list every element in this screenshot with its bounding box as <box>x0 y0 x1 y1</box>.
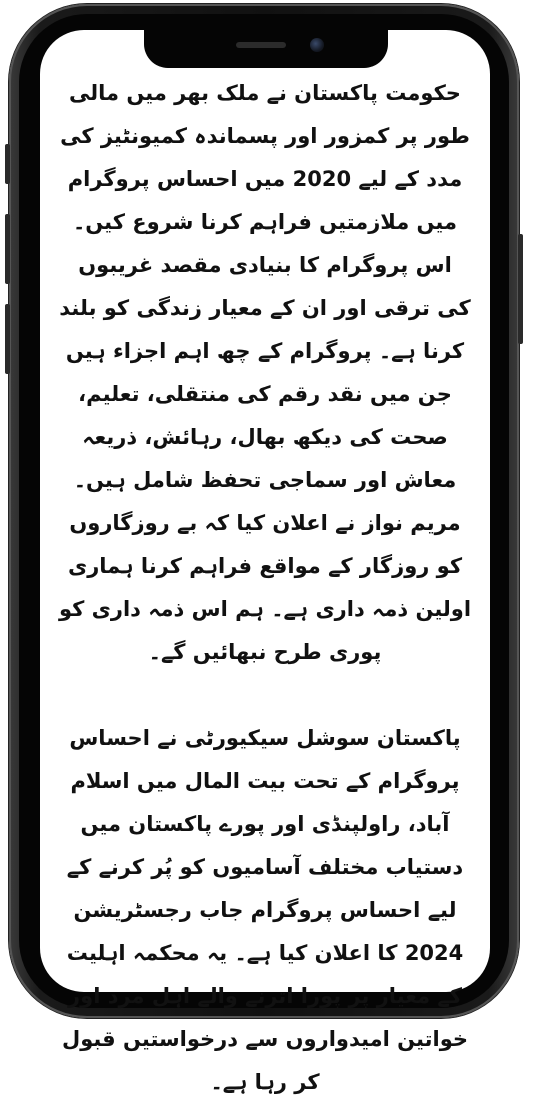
volume-up-button <box>5 214 10 284</box>
front-camera-icon <box>310 38 324 52</box>
article-text <box>58 72 472 1104</box>
article-paragraph-2: پاکستان سوشل سیکیورٹی نے احساس پروگرام کے تحت بیت المال میں اسلام آباد، راولپنڈی اور پورے پاکستان میں دستیاب مختلف آسامیوں کو پُر کرنے کے لیے احساس پروگرام جاب رجسٹریشن 2024 کا اعلان کیا ہے۔ یہ محکمہ اہلیت کے معیار پر پورا اترنے والے اہل مرد اور خواتین امیدواروں سے درخواستیں قبول کر رہا ہے۔ <box>61 726 469 1094</box>
article-paragraph-1: حکومت پاکستان نے ملک بھر میں مالی طور پر کمزور اور پسماندہ کمیونٹیز کی مدد کے لیے 2020 میں احساس پروگرام میں ملازمتیں فراہم کرنا شروع کیں۔ اس پروگرام کا بنیادی مقصد غریبوں کی ترقی اور ان کے معیار زندگی کو بلند کرنا ہے۔ پروگرام کے چھ اہم اجزاء ہیں جن میں نقد رقم کی منتقلی، تعلیم، صحت کی دیکھ بھال، رہائش، ذریعہ معاش اور سماجی تحفظ شامل ہیں۔ مریم نواز نے اعلان کیا کہ بے روزگاروں کو روزگار کے مواقع فراہم کرنا ہماری اولین ذمہ داری ہے۔ ہم اس ذمہ داری کو پوری طرح نبھائیں گے۔ <box>58 81 472 664</box>
phone-notch <box>144 28 388 68</box>
volume-down-button <box>5 304 10 374</box>
speaker-grille <box>236 42 286 48</box>
phone-screen <box>40 30 490 1094</box>
silent-switch <box>5 144 10 184</box>
power-button <box>518 234 523 344</box>
